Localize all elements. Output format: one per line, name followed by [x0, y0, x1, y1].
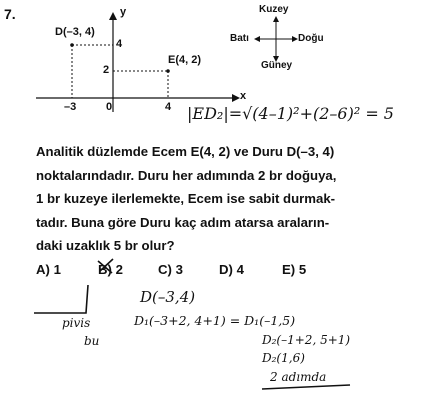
- handwritten-side-note-1: pivis: [62, 316, 91, 330]
- origin-label: 0: [106, 101, 113, 113]
- point-e-marker: [166, 69, 170, 73]
- y-axis-label: y: [120, 6, 127, 18]
- choice-e: E) 5: [282, 262, 307, 277]
- compass-north-label: Kuzey: [259, 4, 289, 15]
- choice-a: A) 1: [36, 262, 61, 277]
- choice-b: B) 2: [98, 262, 123, 277]
- compass-north-arrow-icon: [273, 16, 279, 22]
- y-tick-4: 4: [116, 38, 123, 50]
- choice-c: C) 3: [158, 262, 183, 277]
- point-d-label: D(–3, 4): [55, 26, 95, 38]
- handwritten-step-2: D₂(–1+2, 5+1): [262, 333, 351, 347]
- choice-b-mark: [98, 259, 113, 273]
- question-line-2: noktalarındadır. Duru her adımında 2 br doğuya,: [36, 167, 337, 183]
- handwritten-d-point: D(–3,4): [140, 288, 196, 306]
- answer-underline: [262, 385, 350, 389]
- question-line-4: tadır. Buna göre Duru kaç adım atarsa araların-: [36, 214, 330, 230]
- handwritten-answer-note: 2 adımda: [270, 370, 327, 384]
- wall-sketch: [34, 285, 88, 313]
- question-number: 7.: [4, 6, 16, 22]
- choice-d: D) 4: [219, 262, 244, 277]
- question-line-3: 1 br kuzeye ilerlemekte, Ecem ise sabit durmak-: [36, 191, 336, 206]
- question-line-5: daki uzaklık 5 br olur?: [36, 238, 175, 253]
- compass-south-label: Güney: [261, 60, 293, 71]
- x-axis-arrow-icon: [232, 94, 240, 102]
- handwritten-step-3: D₂(1,6): [262, 351, 305, 365]
- handwritten-step-1: D₁(–3+2, 4+1) = D₁(–1,5): [134, 313, 296, 328]
- compass-east-label: Doğu: [298, 33, 324, 44]
- x-axis-label: x: [240, 90, 247, 102]
- x-tick-neg3: –3: [64, 101, 77, 113]
- point-d-marker: [70, 43, 74, 47]
- y-axis-arrow-icon: [109, 12, 117, 20]
- y-tick-2: 2: [103, 64, 110, 76]
- compass-west-arrow-icon: [254, 36, 260, 42]
- handwritten-side-note-2: bu: [84, 334, 100, 348]
- point-e-label: E(4, 2): [168, 54, 202, 66]
- handwritten-distance-formula: |ED₂|=√(4–1)²+(2–6)² = 5: [187, 104, 394, 123]
- question-text: [36, 140, 421, 258]
- compass-west-label: Batı: [230, 33, 249, 44]
- question-line-1: Analitik düzlemde Ecem E(4, 2) ve Duru D(–3, 4): [36, 144, 335, 159]
- x-tick-4: 4: [165, 101, 172, 113]
